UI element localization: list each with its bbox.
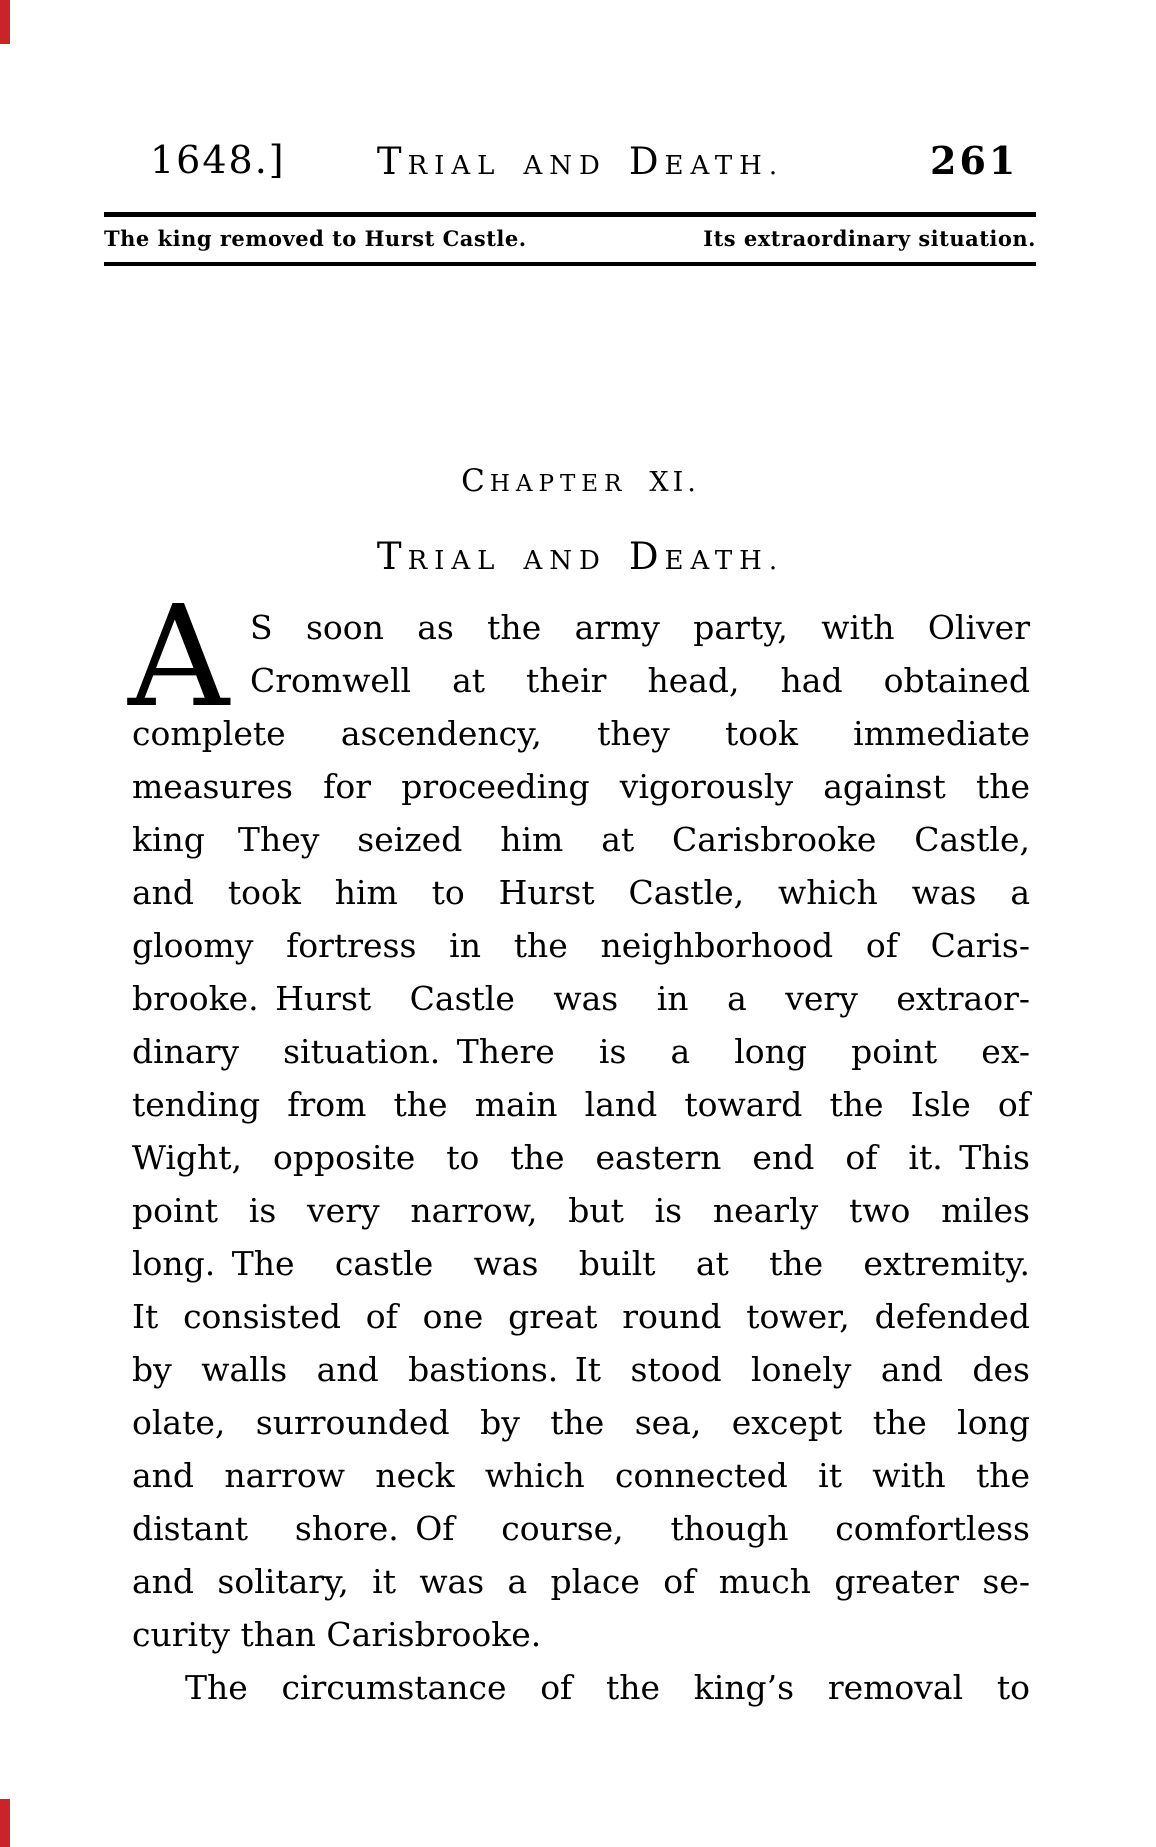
section-title-initial-d: D [628, 535, 665, 578]
body-line: The circumstance of the king’s removal to [185, 1668, 1030, 1707]
scan-edge-mark-top [0, 0, 10, 44]
section-title-initial-t: T [376, 535, 408, 578]
body-line: olate, surrounded by the sea, except the long [132, 1403, 1030, 1442]
body-line: measures for proceeding vigorously against the [132, 767, 1030, 806]
body-line: Wight, opposite to the eastern end of it. This [132, 1138, 1030, 1177]
header-title-initial-t: T [376, 140, 408, 183]
chapter-label-rest: HAPTER [489, 471, 628, 497]
running-head-left: The king removed to Hurst Castle. [104, 226, 527, 251]
body-line: complete ascendency, they took immediate [132, 714, 1030, 753]
body-line: tending from the main land toward the Isle of [132, 1085, 1030, 1124]
body-line: and solitary, it was a place of much greater se- [132, 1562, 1030, 1601]
body-line: point is very narrow, but is nearly two miles [132, 1191, 1030, 1230]
header-title-and: AND [523, 151, 607, 181]
scan-edge-mark-bottom [0, 1799, 10, 1847]
running-heads [104, 226, 1036, 251]
body-line: distant shore. Of course, though comfortless [132, 1509, 1030, 1548]
body-line: and narrow neck which connected it with the [132, 1456, 1030, 1495]
horizontal-rule-bottom [104, 262, 1036, 266]
chapter-numeral: XI. [649, 467, 700, 498]
body-line: dinary situation. There is a long point ex- [132, 1032, 1030, 1071]
section-title-eath: EATH. [664, 546, 785, 576]
header-title-eath: EATH. [664, 151, 785, 181]
body-line: by walls and bastions. It stood lonely and des [132, 1350, 1030, 1389]
section-title [128, 535, 1033, 578]
body-line: king They seized him at Carisbrooke Castle, [132, 820, 1030, 859]
body-line: gloomy fortress in the neighborhood of Caris- [132, 926, 1030, 965]
header-title-rial: RIAL [407, 151, 502, 181]
body-line: Cromwell at their head, had obtained [250, 661, 1030, 700]
body-line: brooke. Hurst Castle was in a very extraor- [132, 979, 1030, 1018]
running-head-right: Its extraordinary situation. [703, 226, 1036, 251]
body-line: S soon as the army party, with Oliver [250, 608, 1030, 647]
body-line: long. The castle was built at the extremity. [132, 1244, 1030, 1283]
body-text [128, 576, 1030, 1714]
body-line: and took him to Hurst Castle, which was a [132, 873, 1030, 912]
drop-cap-letter: A [128, 576, 230, 739]
header-running-title [128, 140, 1033, 183]
header-year: 1648.] [150, 138, 286, 182]
page-number: 261 [930, 138, 1019, 183]
chapter-heading [128, 463, 1033, 499]
body-line: It consisted of one great round tower, defended [132, 1297, 1030, 1336]
body-line: curity than Carisbrooke. [132, 1615, 542, 1654]
section-title-and: AND [523, 546, 607, 576]
header-title-initial-d: D [628, 140, 665, 183]
chapter-initial-c: C [461, 463, 490, 499]
horizontal-rule-top [104, 212, 1036, 217]
section-title-rial: RIAL [407, 546, 502, 576]
